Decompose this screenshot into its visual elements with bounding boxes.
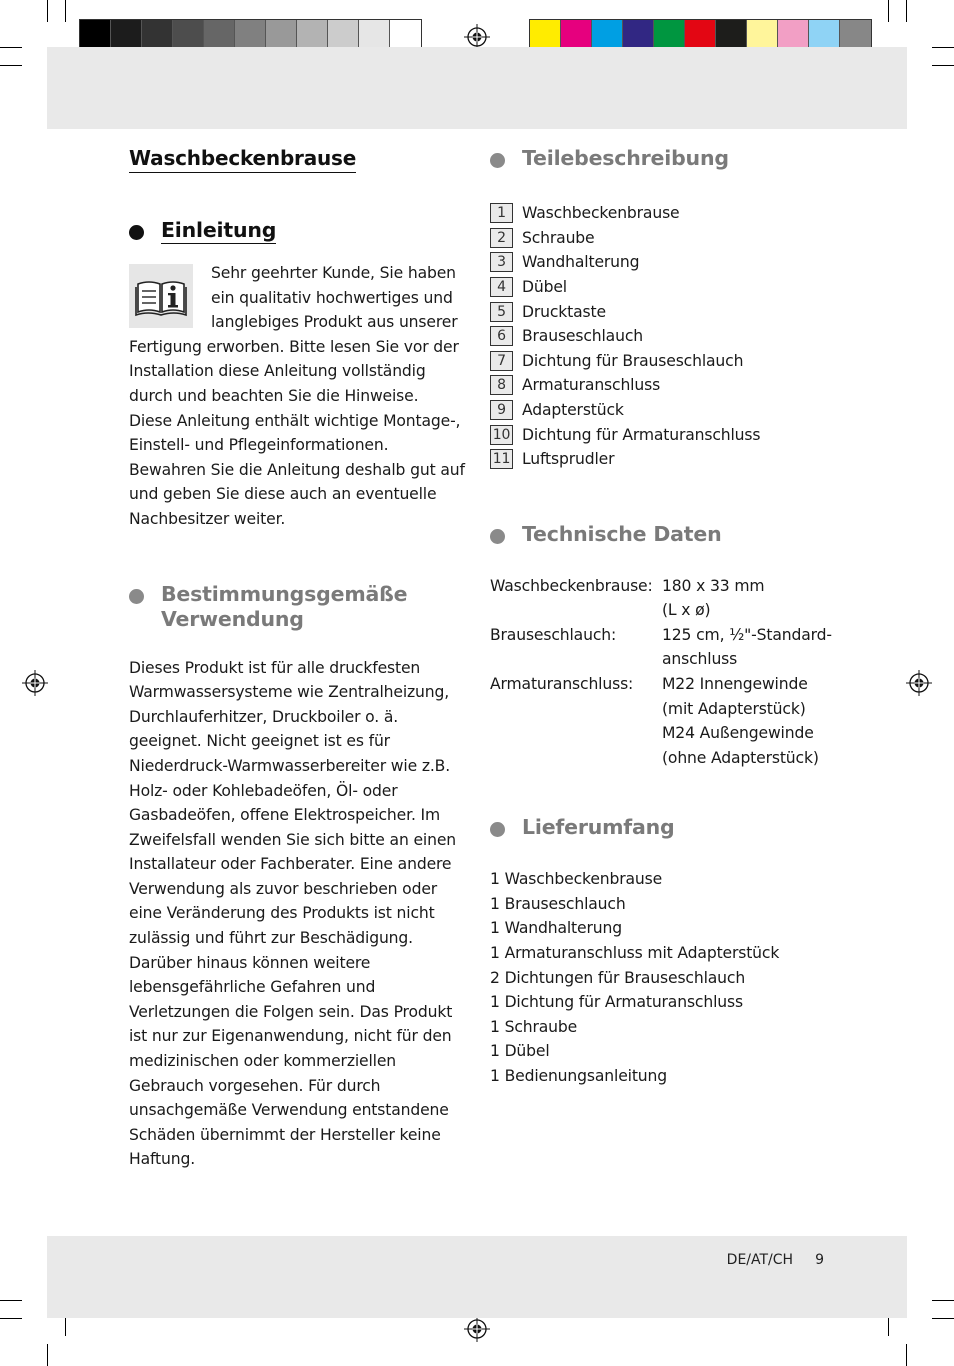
color-swatch <box>716 20 747 50</box>
registration-mark-icon <box>464 1316 490 1342</box>
parts-list <box>490 201 840 472</box>
color-swatch <box>297 20 328 50</box>
part-number: 8 <box>490 375 513 395</box>
crop-mark <box>932 47 954 48</box>
list-item <box>490 447 840 472</box>
section-heading-teile <box>490 146 840 171</box>
part-number: 6 <box>490 326 513 346</box>
bullet-icon <box>129 589 144 604</box>
heading-text: Einleitung <box>161 218 277 242</box>
bullet-icon <box>129 225 144 240</box>
list-item <box>490 275 840 300</box>
part-label: Luftsprudler <box>522 450 615 469</box>
technical-data-table <box>490 574 840 771</box>
crop-mark <box>932 65 954 66</box>
einleitung-text: Sehr geehrter Kunde, Sie haben ein qualitativ hochwertiges und langlebiges Produkt aus unserer Fertigung erworben. Bitte lesen Sie vor der Installation diese Anleitung vollständig durch und beachten Sie die Hinweise. Diese Anleitung enthält wichtige Montage-, Einstell- und Pflegeinformationen. Bewahren Sie die Anleitung deshalb gut auf und geben Sie diese auch an eventuelle Nachbesitzer weiter. <box>129 264 465 528</box>
part-label: Adapterstück <box>522 401 624 420</box>
crop-mark <box>0 47 22 48</box>
bullet-icon <box>490 529 505 544</box>
bestimmung-text: Dieses Produkt ist für alle druckfesten Warmwassersysteme wie Zentralheizung, Durchlauferhitzer, Druckboiler o. ä. geeignet. Nicht geeignet ist es für Niederdruck-Warmwasserbereiter wie z.B. Holz- oder Kohlebadeöfen, Öl- oder Gasbadeöfen, offene Elektrospeicher. Im Zweifelsfall wenden Sie sich bitte an einen Installateur oder Fachberater. Eine andere Verwendung als zuvor beschrieben oder eine Veränderung des Produkts ist nicht zulässig und führt zur Beschädigung. Darüber hinaus können weitere lebensgefährliche Gefahren und Verletzungen die Folgen sein. Das Produkt ist nur zur Eigenanwendung, nicht für den medizinischen oder kommerziellen Gebrauch vorgesehen. Für durch unsachgemäße Verwendung entstandene Schäden übernimmt der Hersteller keine Haftung. <box>129 658 457 1169</box>
bullet-icon <box>490 822 505 837</box>
color-swatch <box>530 20 561 50</box>
heading-text: Technische Daten <box>522 521 722 546</box>
spec-value-line: M22 Innengewinde <box>662 674 808 693</box>
color-swatch <box>328 20 359 50</box>
list-item <box>490 299 840 324</box>
heading-text-line1: Bestimmungsgemäße <box>161 581 408 606</box>
part-number: 7 <box>490 351 513 371</box>
list-item <box>490 250 840 275</box>
page-title: Waschbeckenbrause <box>129 146 356 173</box>
crop-mark <box>888 0 889 22</box>
part-label: Dichtung für Armaturanschluss <box>522 425 761 444</box>
spec-value-line: 125 cm, ½"-Standard- <box>662 625 832 644</box>
part-label: Brauseschlauch <box>522 327 643 346</box>
info-book-icon <box>129 264 193 328</box>
color-swatch <box>809 20 840 50</box>
color-swatch <box>173 20 204 50</box>
list-item <box>490 349 840 374</box>
region-label: DE/AT/CH <box>726 1252 794 1268</box>
table-row <box>490 574 840 623</box>
part-number: 3 <box>490 252 513 272</box>
color-swatch <box>654 20 685 50</box>
part-label: Armaturanschluss <box>522 376 661 395</box>
list-item: 1 Wandhalterung <box>490 919 622 938</box>
list-item: 1 Schraube <box>490 1017 578 1036</box>
section-heading-lieferumfang <box>490 815 840 840</box>
spec-value <box>662 672 840 770</box>
color-swatch <box>235 20 266 50</box>
footer-band <box>47 1236 907 1318</box>
list-item <box>490 226 840 251</box>
list-item: 2 Dichtungen für Brauseschlauch <box>490 968 746 987</box>
header-band <box>47 47 907 129</box>
color-swatch <box>111 20 142 50</box>
part-number: 5 <box>490 302 513 322</box>
color-swatch <box>592 20 623 50</box>
color-swatch <box>561 20 592 50</box>
list-item <box>490 201 840 226</box>
list-item: 1 Armaturanschluss mit Adapterstück <box>490 944 780 963</box>
part-label: Dichtung für Brauseschlauch <box>522 351 744 370</box>
heading-text: Teilebeschreibung <box>522 146 729 170</box>
crop-mark <box>0 1318 22 1319</box>
color-swatch <box>80 20 111 50</box>
spec-value-line: (mit Adapterstück) <box>662 699 806 718</box>
left-column <box>129 140 465 1172</box>
list-item <box>490 422 840 447</box>
table-row <box>490 623 840 672</box>
spec-label: Brauseschlauch: <box>490 625 617 644</box>
list-item <box>490 398 840 423</box>
registration-mark-icon <box>22 670 48 696</box>
color-swatch <box>685 20 716 50</box>
list-item <box>490 324 840 349</box>
spec-label: Armaturanschluss: <box>490 674 634 693</box>
table-row <box>490 672 840 770</box>
crop-mark <box>47 0 48 22</box>
section-heading-bestimmung <box>129 582 465 632</box>
part-number: 4 <box>490 277 513 297</box>
delivery-scope-list <box>490 867 840 1088</box>
color-swatch <box>142 20 173 50</box>
list-item: 1 Waschbeckenbrause <box>490 870 663 889</box>
list-item: 1 Dichtung für Armaturanschluss <box>490 993 743 1012</box>
spec-value-line: (L x ø) <box>662 601 711 620</box>
crop-mark <box>932 1318 954 1319</box>
list-item <box>490 373 840 398</box>
spec-value <box>662 623 840 672</box>
bullet-icon <box>490 153 505 168</box>
crop-mark <box>65 0 66 22</box>
color-swatch <box>747 20 778 50</box>
color-swatch <box>359 20 390 50</box>
list-item: 1 Brauseschlauch <box>490 894 626 913</box>
part-number: 10 <box>490 425 513 445</box>
spec-value-line: (ohne Adapterstück) <box>662 748 819 767</box>
part-label: Dübel <box>522 278 567 297</box>
heading-text-line2: Verwendung <box>161 606 304 631</box>
list-item: 1 Bedienungsanleitung <box>490 1067 667 1086</box>
crop-mark <box>906 1344 907 1366</box>
spec-value-line: anschluss <box>662 650 738 669</box>
color-swatch <box>778 20 809 50</box>
crop-mark <box>932 1300 954 1301</box>
part-label: Waschbeckenbrause <box>522 204 680 223</box>
color-swatch <box>623 20 654 50</box>
crop-mark <box>906 0 907 22</box>
crop-mark <box>0 65 22 66</box>
right-column <box>490 140 840 1089</box>
list-item: 1 Dübel <box>490 1042 550 1061</box>
color-swatch <box>266 20 297 50</box>
spec-value-line: 180 x 33 mm <box>662 576 765 595</box>
part-number: 1 <box>490 203 513 223</box>
spec-label: Waschbeckenbrause: <box>490 576 653 595</box>
spec-value-line: M24 Außengewinde <box>662 724 814 743</box>
spec-value <box>662 574 840 623</box>
crop-mark <box>0 1300 22 1301</box>
registration-mark-icon <box>906 670 932 696</box>
color-swatch <box>840 20 871 50</box>
part-number: 2 <box>490 228 513 248</box>
part-number: 11 <box>490 449 513 469</box>
crop-mark <box>47 1344 48 1366</box>
page-number: 9 <box>815 1252 824 1268</box>
section-heading-technische <box>490 522 840 547</box>
part-label: Wandhalterung <box>522 253 640 272</box>
page-footer <box>727 1252 824 1268</box>
part-label: Schraube <box>522 228 595 247</box>
einleitung-body <box>129 261 465 532</box>
heading-text: Lieferumfang <box>522 815 675 840</box>
section-heading-einleitung <box>129 218 465 243</box>
part-label: Drucktaste <box>522 302 606 321</box>
part-number: 9 <box>490 400 513 420</box>
color-swatch <box>204 20 235 50</box>
color-swatch <box>390 20 421 50</box>
